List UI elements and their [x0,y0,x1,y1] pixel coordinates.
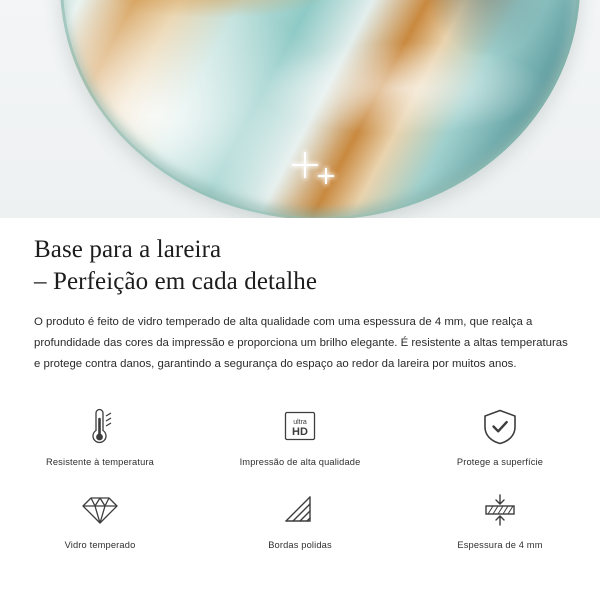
shield-check-icon [482,406,518,448]
feature-caption: Vidro temperado [64,540,136,550]
text-content [0,218,600,375]
glass-board-image [60,0,580,218]
feature-item-thickness [400,483,600,566]
headline-line-2: – Perfeição em cada detalhe [34,268,318,295]
thermometer-icon [83,406,117,448]
feature-item-print-quality [200,400,400,483]
thickness-arrows-icon [478,489,522,531]
ultra-hd-icon [280,406,320,448]
feature-caption: Resistente à temperatura [46,457,154,467]
feature-item-tempered-glass [0,483,200,566]
feature-caption: Impressão de alta qualidade [239,457,361,467]
feature-item-surface-protection [400,400,600,483]
diamond-icon [80,489,120,531]
svg-text:HD: HD [292,426,308,438]
page-title [0,218,600,298]
polished-edges-icon [280,489,320,531]
feature-item-temperature [0,400,200,483]
feature-caption: Protege a superfície [456,457,544,467]
feature-caption: Espessura de 4 mm [457,540,543,550]
description-paragraph: O produto é feito de vidro temperado de alta qualidade com uma espessura de 4 mm, que realça a profundidade das cores da impressão e proporciona um brilho elegante. É resistente a altas temperaturas e protege contra danos, garantindo a segurança do espaço ao redor da lareira por muitos anos. [34,316,568,371]
feature-item-polished-edges [200,483,400,566]
svg-text:ultra: ultra [293,419,307,426]
feature-grid [0,400,600,566]
feature-caption: Bordas polidas [268,540,332,550]
headline-line-1: Base para a lareira [34,236,222,263]
hero-image [0,0,600,218]
